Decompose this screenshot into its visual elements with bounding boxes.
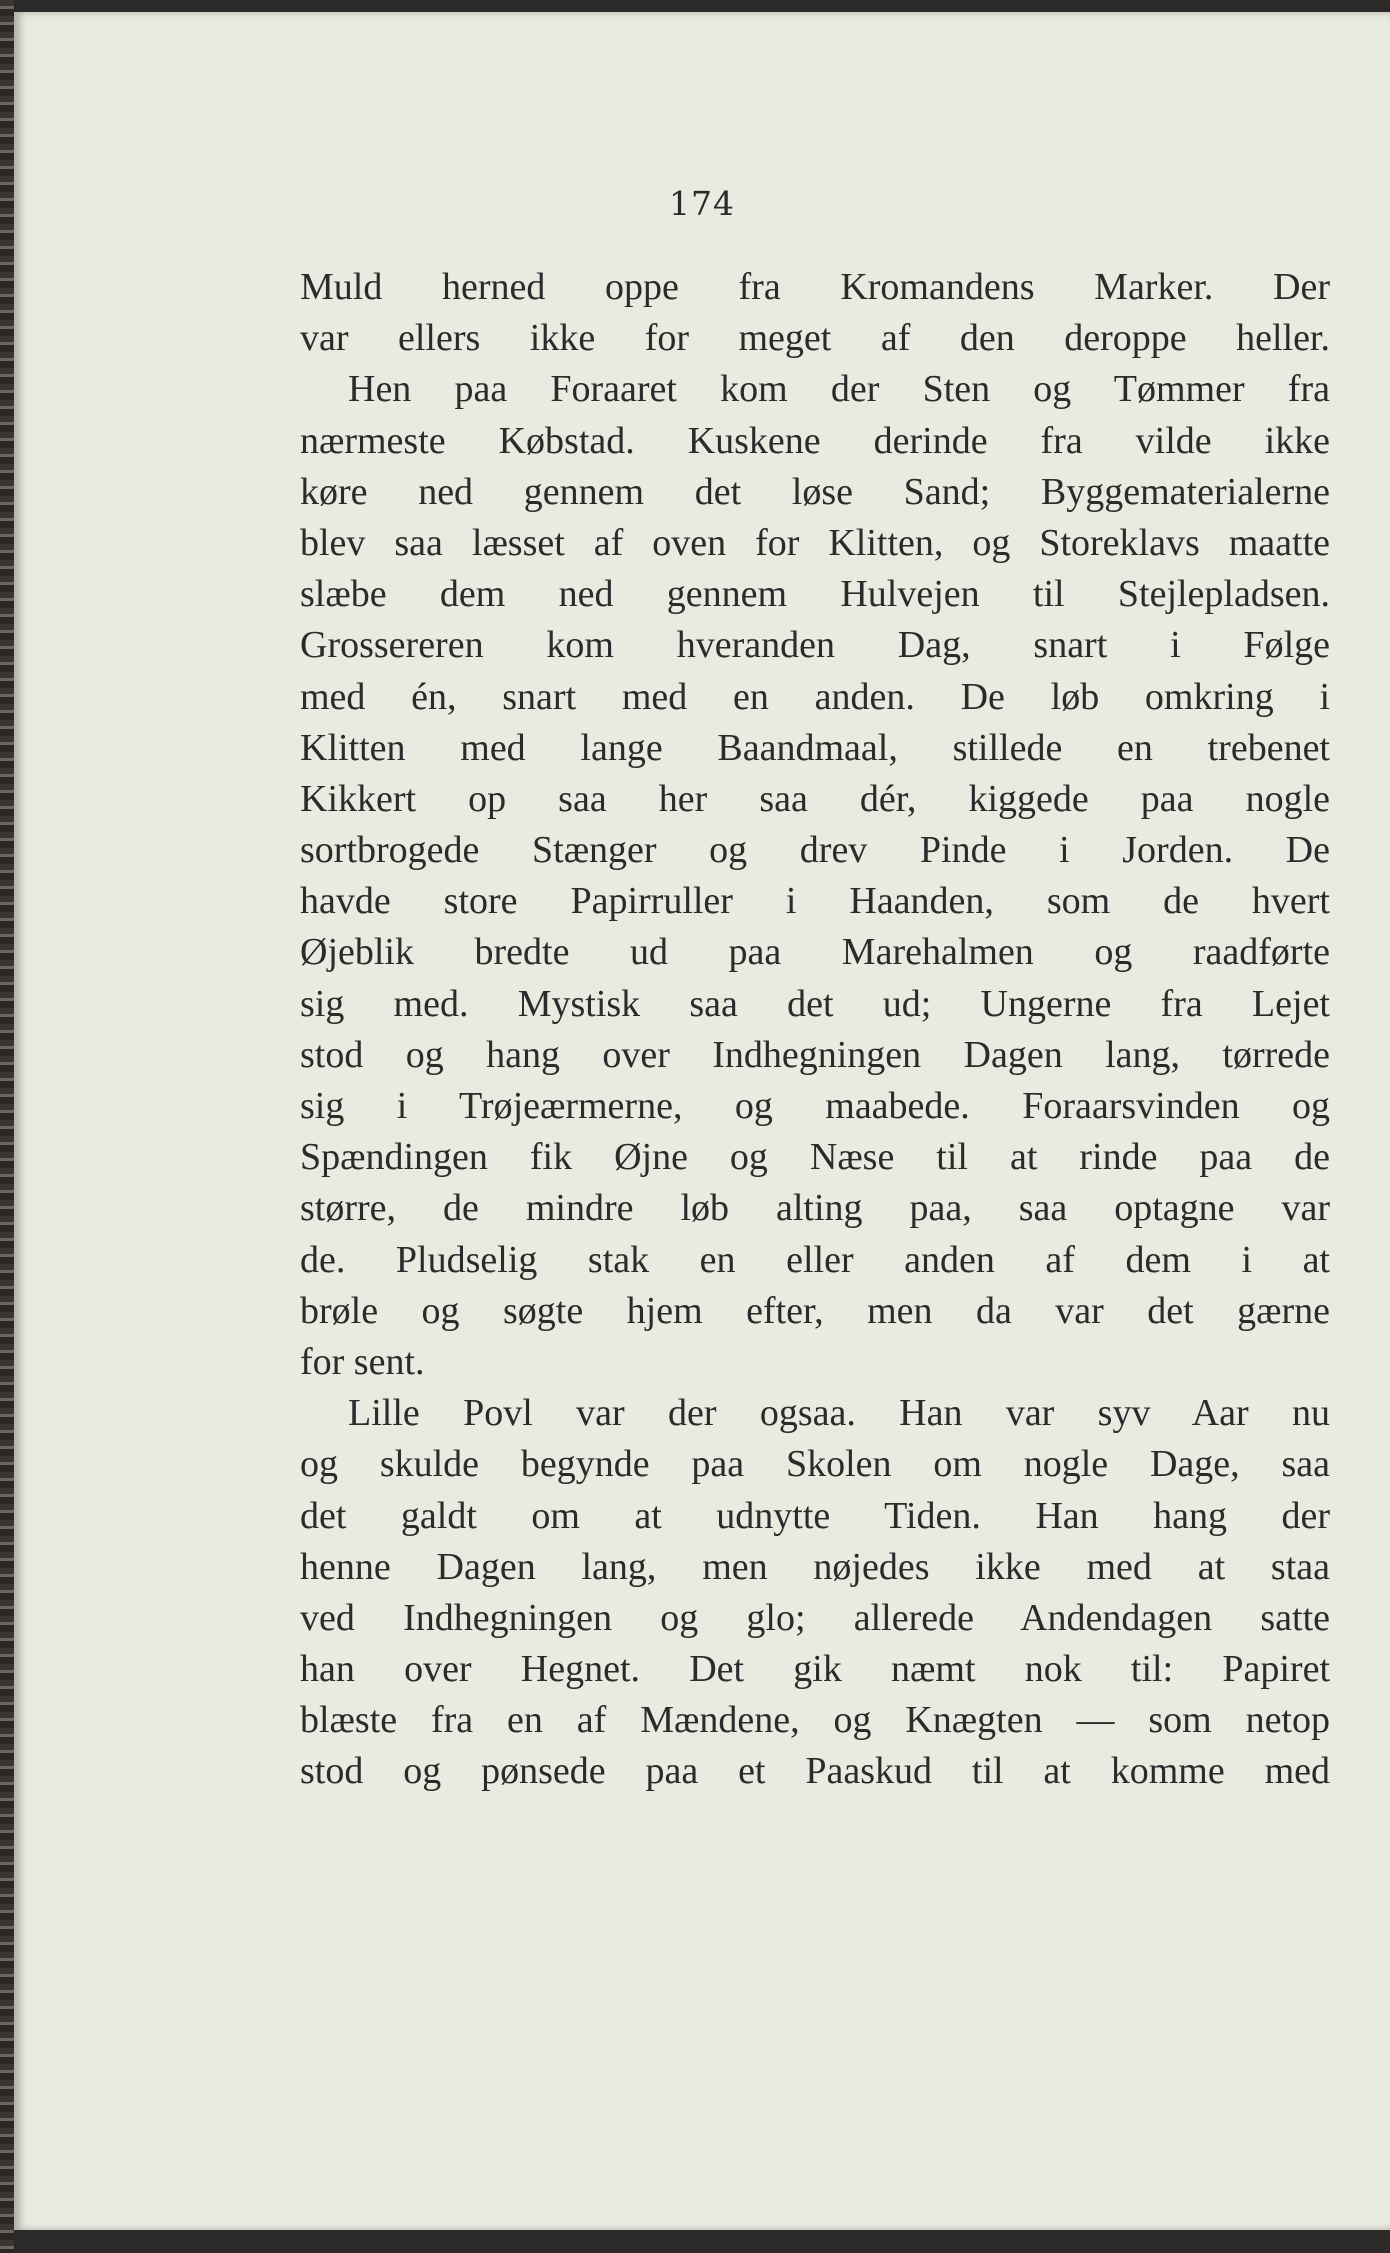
text-line: sortbrogede Stænger og drev Pinde i Jorden. De	[300, 829, 1330, 872]
text-line: Hen paa Foraaret kom der Sten og Tømmer fra	[348, 368, 1330, 411]
body-text	[300, 262, 1330, 1798]
text-line: var ellers ikke for meget af den deroppe heller.	[300, 317, 1330, 360]
text-line: brøle og søgte hjem efter, men da var det gærne	[300, 1289, 1330, 1332]
page-number: 174	[669, 184, 735, 223]
book-binding-edge	[0, 0, 14, 2253]
text-line: det galdt om at udnytte Tiden. Han hang der	[300, 1494, 1330, 1537]
text-line: stod og hang over Indhegningen Dagen lang, tørrede	[300, 1033, 1330, 1076]
text-line: slæbe dem ned gennem Hulvejen til Stejlepladsen.	[300, 573, 1330, 616]
text-line: henne Dagen lang, men nøjedes ikke med at staa	[300, 1545, 1330, 1588]
text-line: ved Indhegningen og glo; allerede Andendagen satte	[300, 1596, 1330, 1639]
text-line: stod og pønsede paa et Paaskud til at komme med	[300, 1750, 1330, 1793]
text-line: Muld herned oppe fra Kromandens Marker. Der	[300, 266, 1330, 308]
text-line: Lille Povl var der ogsaa. Han var syv Aar nu	[348, 1392, 1330, 1435]
text-line: Grossereren kom hveranden Dag, snart i Følge	[300, 624, 1330, 667]
text-line: Øjeblik bredte ud paa Marehalmen og raadførte	[300, 931, 1330, 974]
text-line: Spændingen fik Øjne og Næse til at rinde paa de	[300, 1136, 1330, 1179]
text-line: Kikkert op saa her saa dér, kiggede paa nogle	[300, 777, 1330, 820]
text-line: han over Hegnet. Det gik næmt nok til: Papiret	[300, 1648, 1330, 1691]
text-line: for sent.	[300, 1340, 425, 1383]
text-line: og skulde begynde paa Skolen om nogle Dage, saa	[300, 1443, 1330, 1486]
text-line: de. Pludselig stak en eller anden af dem i at	[300, 1238, 1330, 1281]
text-line: blæste fra en af Mændene, og Knægten — som netop	[300, 1699, 1330, 1742]
text-line: havde store Papirruller i Haanden, som de hvert	[300, 880, 1330, 923]
text-line: sig med. Mystisk saa det ud; Ungerne fra Lejet	[300, 982, 1330, 1025]
text-line: større, de mindre løb alting paa, saa optagne var	[300, 1187, 1330, 1230]
text-line: med én, snart med en anden. De løb omkring i	[300, 675, 1330, 718]
text-line: Klitten med lange Baandmaal, stillede en trebenet	[300, 726, 1330, 769]
text-line: nærmeste Købstad. Kuskene derinde fra vilde ikke	[300, 419, 1330, 462]
text-line: køre ned gennem det løse Sand; Byggematerialerne	[300, 470, 1330, 513]
text-line: sig i Trøjeærmerne, og maabede. Foraarsvinden og	[300, 1085, 1330, 1127]
text-line: blev saa læsset af oven for Klitten, og Storeklavs maatte	[300, 521, 1330, 564]
